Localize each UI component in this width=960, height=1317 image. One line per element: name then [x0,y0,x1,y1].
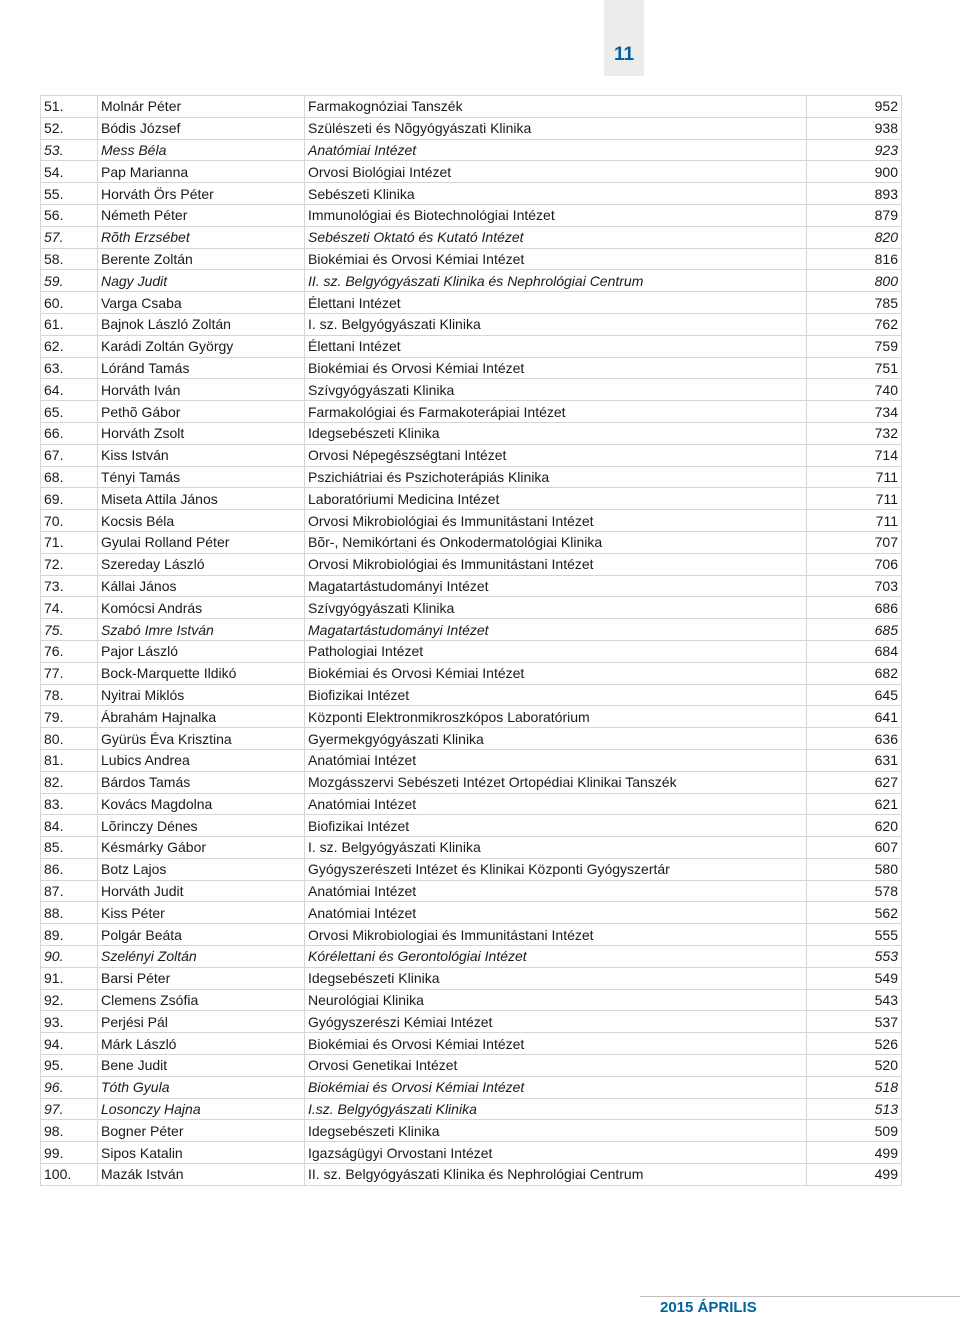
name-cell: Németh Péter [98,204,305,226]
table-row [41,444,902,466]
rank-cell: 68. [41,466,98,488]
table-row [41,96,902,118]
score-cell: 751 [807,357,902,379]
ranking-table [40,95,902,1186]
name-cell: Nagy Judit [98,270,305,292]
score-cell: 526 [807,1033,902,1055]
score-cell: 952 [807,96,902,118]
table-row [41,466,902,488]
name-cell: Pajor László [98,640,305,662]
table-row [41,139,902,161]
table-row [41,161,902,183]
score-cell: 938 [807,117,902,139]
score-cell: 800 [807,270,902,292]
institution-cell: I. sz. Belgyógyászati Klinika [305,837,807,859]
table-row [41,357,902,379]
footer-date: 2015 ÁPRILIS [660,1299,757,1316]
name-cell: Márk László [98,1033,305,1055]
name-cell: Lóránd Tamás [98,357,305,379]
page-number-box [604,0,644,76]
table-row [41,292,902,314]
score-cell: 631 [807,749,902,771]
rank-cell: 100. [41,1164,98,1186]
name-cell: Lubics Andrea [98,749,305,771]
rank-cell: 63. [41,357,98,379]
rank-cell: 88. [41,902,98,924]
table-row [41,640,902,662]
institution-cell: Magatartástudományi Intézet [305,575,807,597]
institution-cell: Laboratóriumi Medicina Intézet [305,488,807,510]
institution-cell: Élettani Intézet [305,335,807,357]
score-cell: 711 [807,510,902,532]
score-cell: 499 [807,1142,902,1164]
institution-cell: Orvosi Mikrobiologiai és Immunitástani Intézet [305,924,807,946]
score-cell: 740 [807,379,902,401]
name-cell: Lõrinczy Dénes [98,815,305,837]
table-row [41,1055,902,1077]
institution-cell: Idegsebészeti Klinika [305,422,807,444]
rank-cell: 91. [41,967,98,989]
name-cell: Tényi Tamás [98,466,305,488]
table-row [41,117,902,139]
table-row [41,858,902,880]
table-row [41,902,902,924]
table-row [41,401,902,423]
name-cell: Horváth Zsolt [98,422,305,444]
table-row [41,335,902,357]
name-cell: Mazák István [98,1164,305,1186]
score-cell: 621 [807,793,902,815]
institution-cell: Mozgásszervi Sebészeti Intézet Ortopédiai Klinikai Tanszék [305,771,807,793]
institution-cell: Igazságügyi Orvostani Intézet [305,1142,807,1164]
institution-cell: Sebészeti Oktató és Kutató Intézet [305,226,807,248]
institution-cell: Immunológiai és Biotechnológiai Intézet [305,204,807,226]
name-cell: Kiss Péter [98,902,305,924]
name-cell: Gyulai Rolland Péter [98,531,305,553]
rank-cell: 89. [41,924,98,946]
rank-cell: 84. [41,815,98,837]
name-cell: Bene Judit [98,1055,305,1077]
table-row [41,684,902,706]
name-cell: Berente Zoltán [98,248,305,270]
institution-cell: Anatómiai Intézet [305,880,807,902]
rank-cell: 66. [41,422,98,444]
institution-cell: Szívgyógyászati Klinika [305,597,807,619]
institution-cell: Orvosi Népegészségtani Intézet [305,444,807,466]
rank-cell: 64. [41,379,98,401]
name-cell: Karádi Zoltán György [98,335,305,357]
table-row [41,793,902,815]
name-cell: Barsi Péter [98,967,305,989]
rank-cell: 87. [41,880,98,902]
page-number: 11 [613,44,635,65]
institution-cell: Idegsebészeti Klinika [305,967,807,989]
rank-cell: 70. [41,510,98,532]
table-row [41,1098,902,1120]
rank-cell: 93. [41,1011,98,1033]
table-row [41,619,902,641]
name-cell: Nyitrai Miklós [98,684,305,706]
rank-cell: 99. [41,1142,98,1164]
name-cell: Késmárky Gábor [98,837,305,859]
institution-cell: Bõr-, Nemikórtani és Onkodermatológiai Klinika [305,531,807,553]
rank-cell: 61. [41,313,98,335]
name-cell: Perjési Pál [98,1011,305,1033]
name-cell: Komócsi András [98,597,305,619]
name-cell: Kocsis Béla [98,510,305,532]
rank-cell: 81. [41,749,98,771]
score-cell: 509 [807,1120,902,1142]
name-cell: Kiss István [98,444,305,466]
table-row [41,183,902,205]
score-cell: 518 [807,1076,902,1098]
table-row [41,946,902,968]
name-cell: Pethõ Gábor [98,401,305,423]
table-row [41,1033,902,1055]
name-cell: Bogner Péter [98,1120,305,1142]
institution-cell: Orvosi Mikrobiológiai és Immunitástani Intézet [305,553,807,575]
table-row [41,226,902,248]
score-cell: 734 [807,401,902,423]
score-cell: 555 [807,924,902,946]
institution-cell: Gyógyszerészeti Intézet és Klinikai Központi Gyógyszertár [305,858,807,880]
institution-cell: Farmakognóziai Tanszék [305,96,807,118]
table-row [41,880,902,902]
score-cell: 714 [807,444,902,466]
rank-cell: 62. [41,335,98,357]
rank-cell: 86. [41,858,98,880]
name-cell: Bajnok László Zoltán [98,313,305,335]
rank-cell: 92. [41,989,98,1011]
score-cell: 549 [807,967,902,989]
table-row [41,597,902,619]
ranking-table-body [41,96,902,1186]
institution-cell: Gyermekgyógyászati Klinika [305,728,807,750]
table-row [41,313,902,335]
rank-cell: 58. [41,248,98,270]
institution-cell: Biokémiai és Orvosi Kémiai Intézet [305,248,807,270]
rank-cell: 77. [41,662,98,684]
institution-cell: Orvosi Biológiai Intézet [305,161,807,183]
institution-cell: I. sz. Belgyógyászati Klinika [305,313,807,335]
institution-cell: Szülészeti és Nõgyógyászati Klinika [305,117,807,139]
rank-cell: 51. [41,96,98,118]
institution-cell: Élettani Intézet [305,292,807,314]
score-cell: 785 [807,292,902,314]
score-cell: 578 [807,880,902,902]
name-cell: Sipos Katalin [98,1142,305,1164]
institution-cell: Pszichiátriai és Pszichoterápiás Klinika [305,466,807,488]
rank-cell: 57. [41,226,98,248]
score-cell: 620 [807,815,902,837]
rank-cell: 71. [41,531,98,553]
name-cell: Szelényi Zoltán [98,946,305,968]
rank-cell: 83. [41,793,98,815]
institution-cell: Kórélettani és Gerontológiai Intézet [305,946,807,968]
name-cell: Mess Béla [98,139,305,161]
rank-cell: 55. [41,183,98,205]
institution-cell: II. sz. Belgyógyászati Klinika és Nephrológiai Centrum [305,1164,807,1186]
institution-cell: Sebészeti Klinika [305,183,807,205]
name-cell: Kállai János [98,575,305,597]
score-cell: 636 [807,728,902,750]
score-cell: 711 [807,488,902,510]
table-row [41,924,902,946]
name-cell: Bárdos Tamás [98,771,305,793]
score-cell: 703 [807,575,902,597]
table-row [41,967,902,989]
table-row [41,662,902,684]
institution-cell: Pathologiai Intézet [305,640,807,662]
score-cell: 682 [807,662,902,684]
footer-divider [640,1296,960,1297]
name-cell: Bock-Marquette Ildikó [98,662,305,684]
institution-cell: Gyógyszerészi Kémiai Intézet [305,1011,807,1033]
rank-cell: 79. [41,706,98,728]
institution-cell: Biokémiai és Orvosi Kémiai Intézet [305,1033,807,1055]
rank-cell: 90. [41,946,98,968]
score-cell: 816 [807,248,902,270]
score-cell: 520 [807,1055,902,1077]
score-cell: 685 [807,619,902,641]
rank-cell: 85. [41,837,98,859]
institution-cell: Anatómiai Intézet [305,139,807,161]
rank-cell: 69. [41,488,98,510]
table-row [41,815,902,837]
score-cell: 893 [807,183,902,205]
table-row [41,531,902,553]
rank-cell: 74. [41,597,98,619]
name-cell: Horváth Judit [98,880,305,902]
rank-cell: 72. [41,553,98,575]
rank-cell: 80. [41,728,98,750]
score-cell: 686 [807,597,902,619]
table-row [41,379,902,401]
table-row [41,204,902,226]
table-row [41,575,902,597]
score-cell: 645 [807,684,902,706]
institution-cell: Anatómiai Intézet [305,793,807,815]
table-row [41,837,902,859]
name-cell: Clemens Zsófia [98,989,305,1011]
table-row [41,1076,902,1098]
rank-cell: 56. [41,204,98,226]
rank-cell: 65. [41,401,98,423]
table-row [41,1164,902,1186]
score-cell: 543 [807,989,902,1011]
score-cell: 923 [807,139,902,161]
institution-cell: Farmakológiai és Farmakoterápiai Intézet [305,401,807,423]
table-row [41,706,902,728]
score-cell: 879 [807,204,902,226]
rank-cell: 52. [41,117,98,139]
score-cell: 762 [807,313,902,335]
name-cell: Szereday László [98,553,305,575]
name-cell: Kovács Magdolna [98,793,305,815]
rank-cell: 76. [41,640,98,662]
table-row [41,510,902,532]
institution-cell: Anatómiai Intézet [305,902,807,924]
rank-cell: 54. [41,161,98,183]
score-cell: 562 [807,902,902,924]
institution-cell: I.sz. Belgyógyászati Klinika [305,1098,807,1120]
table-row [41,728,902,750]
score-cell: 759 [807,335,902,357]
name-cell: Gyürüs Éva Krisztina [98,728,305,750]
rank-cell: 67. [41,444,98,466]
name-cell: Szabó Imre István [98,619,305,641]
score-cell: 900 [807,161,902,183]
score-cell: 607 [807,837,902,859]
name-cell: Miseta Attila János [98,488,305,510]
rank-cell: 60. [41,292,98,314]
institution-cell: Biofizikai Intézet [305,815,807,837]
table-row [41,1142,902,1164]
rank-cell: 75. [41,619,98,641]
rank-cell: 78. [41,684,98,706]
institution-cell: Biokémiai és Orvosi Kémiai Intézet [305,662,807,684]
institution-cell: Biofizikai Intézet [305,684,807,706]
rank-cell: 82. [41,771,98,793]
name-cell: Horváth Iván [98,379,305,401]
score-cell: 537 [807,1011,902,1033]
table-row [41,749,902,771]
name-cell: Rõth Erzsébet [98,226,305,248]
score-cell: 707 [807,531,902,553]
name-cell: Polgár Beáta [98,924,305,946]
score-cell: 641 [807,706,902,728]
table-row [41,270,902,292]
table-row [41,422,902,444]
score-cell: 684 [807,640,902,662]
table-row [41,771,902,793]
institution-cell: Orvosi Genetikai Intézet [305,1055,807,1077]
table-row [41,248,902,270]
name-cell: Botz Lajos [98,858,305,880]
name-cell: Pap Marianna [98,161,305,183]
score-cell: 513 [807,1098,902,1120]
rank-cell: 94. [41,1033,98,1055]
name-cell: Horváth Örs Péter [98,183,305,205]
rank-cell: 73. [41,575,98,597]
score-cell: 706 [807,553,902,575]
institution-cell: Szívgyógyászati Klinika [305,379,807,401]
institution-cell: Neurológiai Klinika [305,989,807,1011]
table-row [41,488,902,510]
institution-cell: Biokémiai és Orvosi Kémiai Intézet [305,357,807,379]
name-cell: Varga Csaba [98,292,305,314]
rank-cell: 53. [41,139,98,161]
table-row [41,1120,902,1142]
name-cell: Ábrahám Hajnalka [98,706,305,728]
name-cell: Losonczy Hajna [98,1098,305,1120]
table-row [41,989,902,1011]
rank-cell: 95. [41,1055,98,1077]
institution-cell: Központi Elektronmikroszkópos Laboratórium [305,706,807,728]
rank-cell: 97. [41,1098,98,1120]
score-cell: 627 [807,771,902,793]
rank-cell: 59. [41,270,98,292]
name-cell: Molnár Péter [98,96,305,118]
score-cell: 553 [807,946,902,968]
score-cell: 820 [807,226,902,248]
institution-cell: Idegsebészeti Klinika [305,1120,807,1142]
institution-cell: Anatómiai Intézet [305,749,807,771]
score-cell: 499 [807,1164,902,1186]
institution-cell: Orvosi Mikrobiológiai és Immunitástani Intézet [305,510,807,532]
name-cell: Tóth Gyula [98,1076,305,1098]
table-row [41,1011,902,1033]
rank-cell: 96. [41,1076,98,1098]
institution-cell: Biokémiai és Orvosi Kémiai Intézet [305,1076,807,1098]
name-cell: Bódis József [98,117,305,139]
score-cell: 580 [807,858,902,880]
score-cell: 732 [807,422,902,444]
score-cell: 711 [807,466,902,488]
table-row [41,553,902,575]
rank-cell: 98. [41,1120,98,1142]
institution-cell: Magatartástudományi Intézet [305,619,807,641]
institution-cell: II. sz. Belgyógyászati Klinika és Nephrológiai Centrum [305,270,807,292]
